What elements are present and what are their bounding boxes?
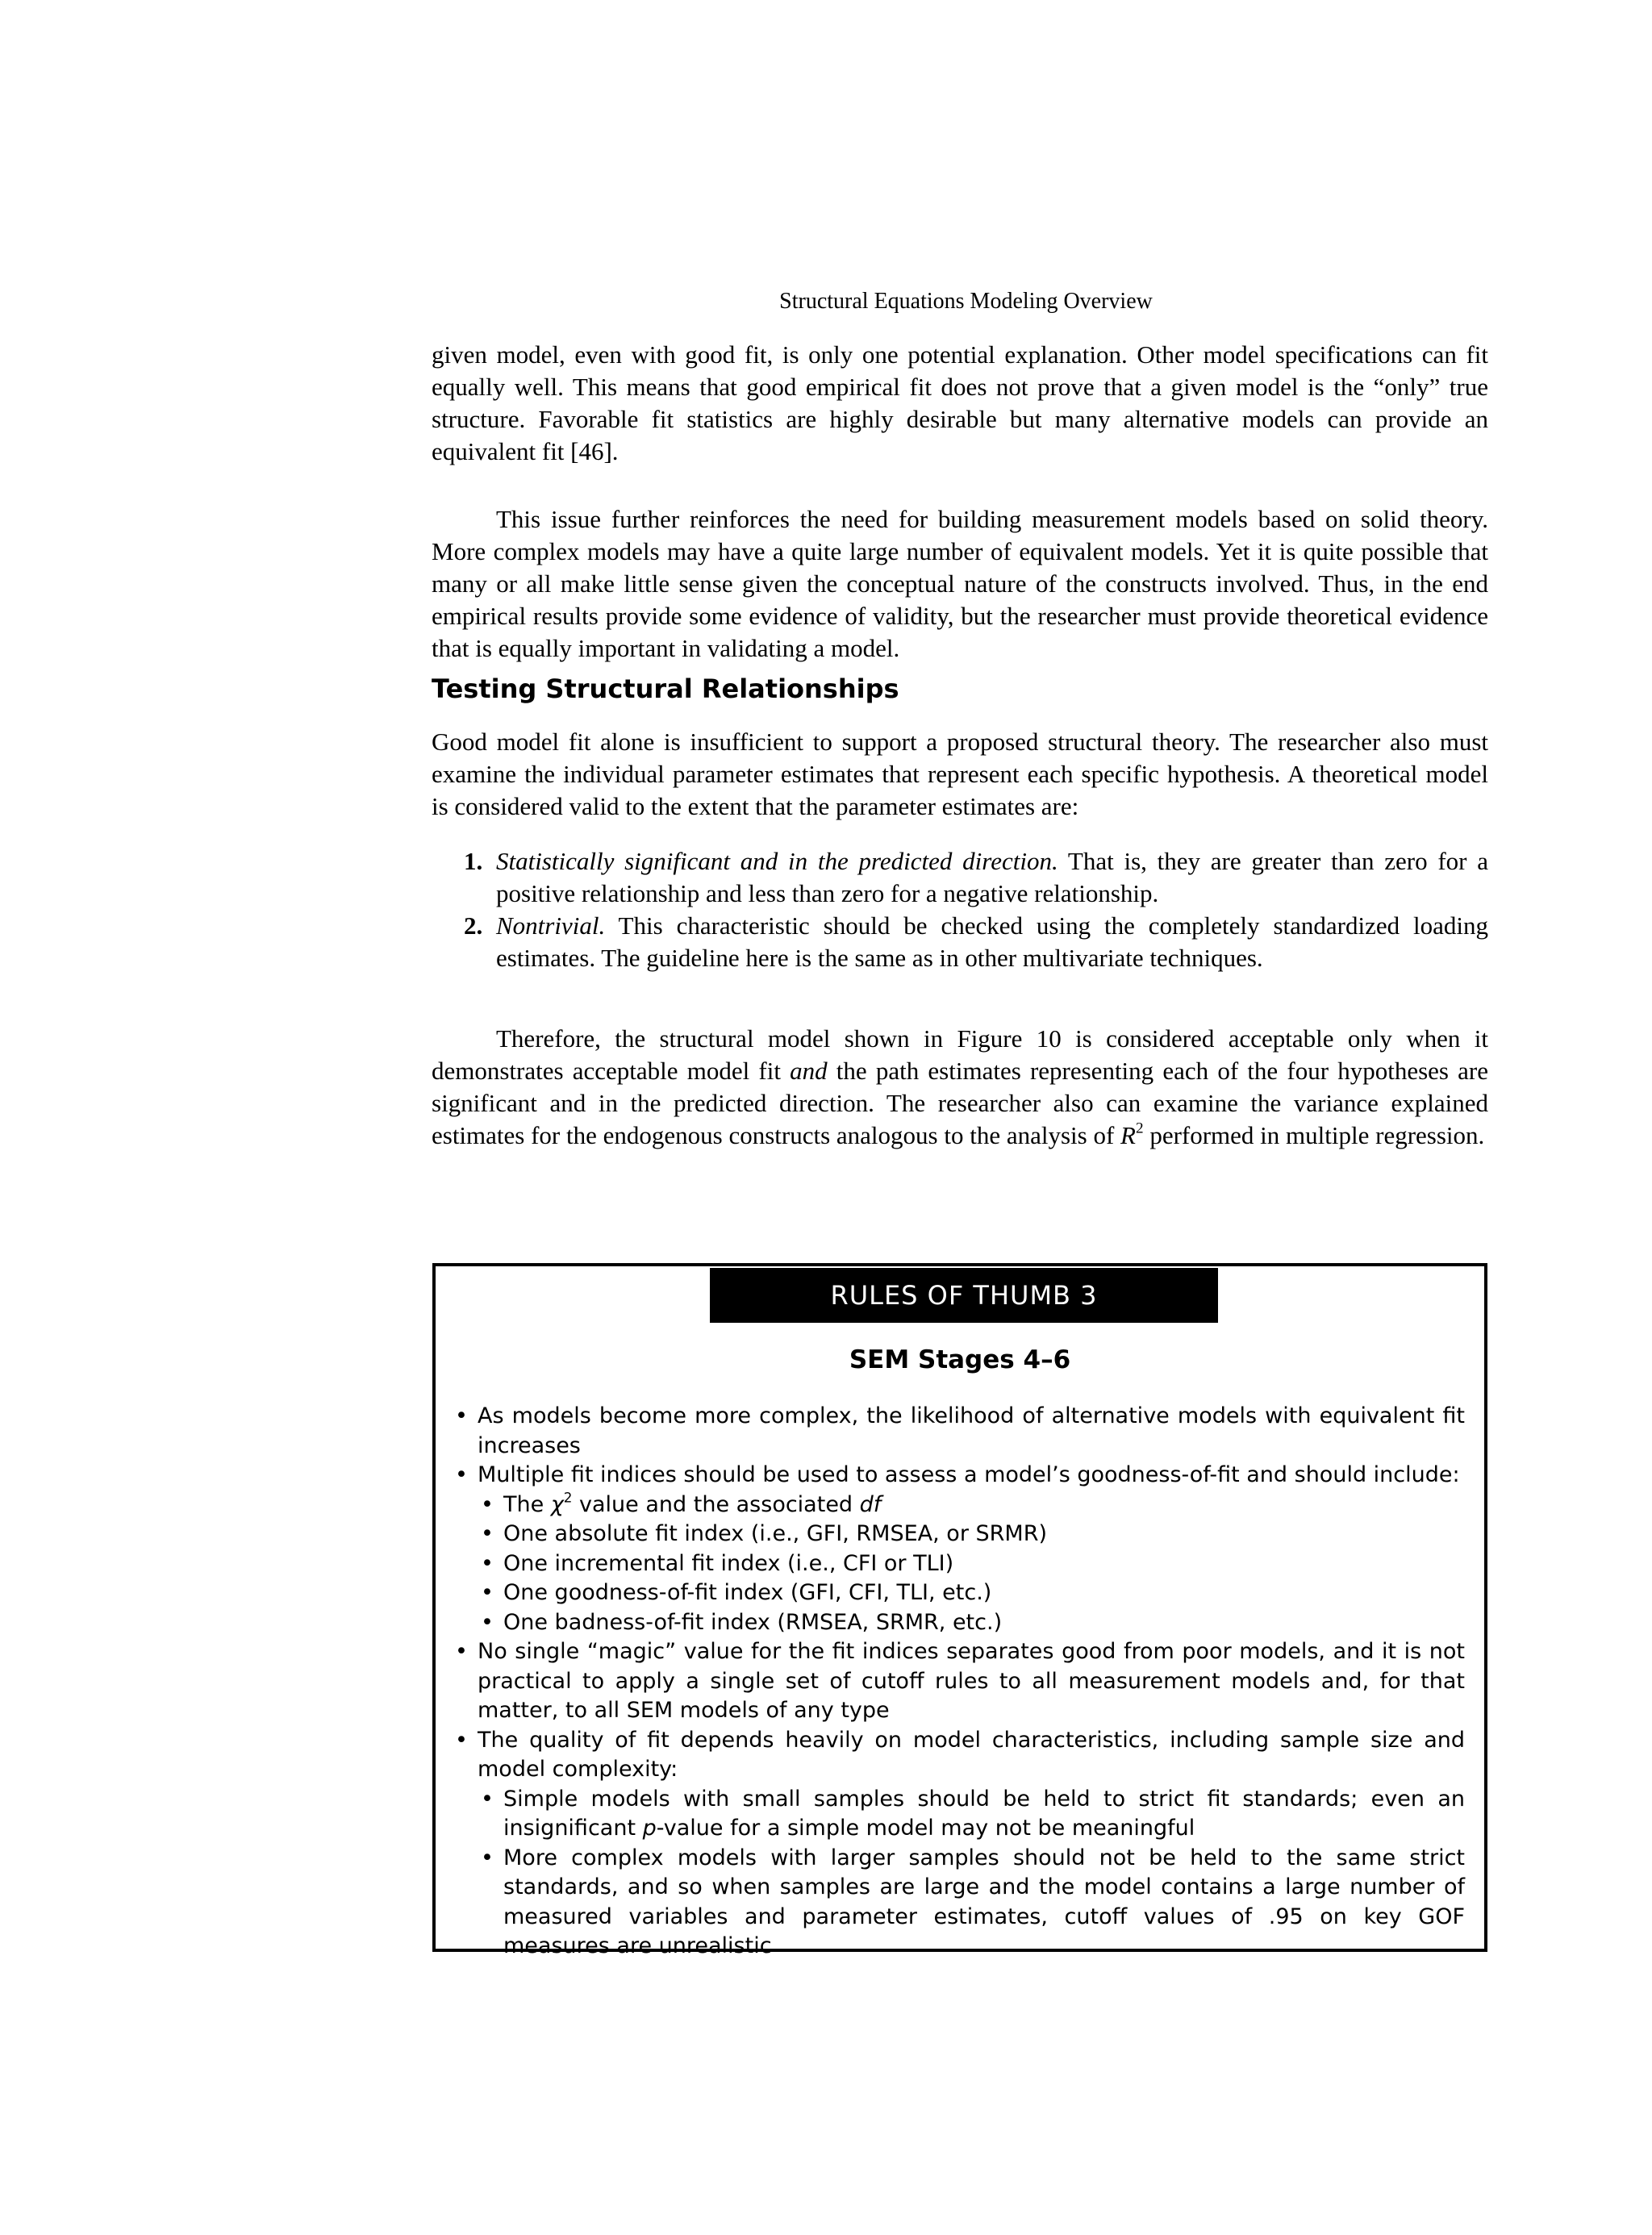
running-head: Structural Equations Modeling Overview bbox=[779, 289, 1153, 314]
bullet-text: One goodness-of-fit index (GFI, CFI, TLI, etc.) bbox=[503, 1580, 992, 1605]
bullet-icon: • bbox=[481, 1845, 494, 1870]
sub-bullet-list bbox=[478, 1785, 1465, 1962]
bullet-text: -value for a simple model may not be meaningful bbox=[656, 1816, 1195, 1841]
list-item-lead: Statistically significant and in the predicted direction. bbox=[496, 847, 1058, 875]
bullet-icon: • bbox=[481, 1550, 494, 1576]
bullet-icon: • bbox=[481, 1786, 494, 1812]
text-run: the path estimates representing each of the four hypotheses are significant and in the predicted direction. The researcher also can examine the variance explained estimates for the endogenous constructs analogous to the analysis of bbox=[432, 1057, 1488, 1149]
bullet-icon: • bbox=[481, 1609, 494, 1635]
bullet-text: Multiple fit indices should be used to assess a model’s goodness-of-fit and should include: bbox=[478, 1462, 1460, 1487]
sub-bullet-list bbox=[478, 1488, 1465, 1638]
chi-symbol: χ bbox=[550, 1491, 564, 1517]
bullet-icon: • bbox=[455, 1403, 468, 1428]
bullet-text: As models become more complex, the likelihood of alternative models with equivalent fit increases bbox=[478, 1403, 1465, 1458]
bullet-icon: • bbox=[481, 1580, 494, 1605]
sub-bullet-item bbox=[478, 1578, 1465, 1608]
numbered-list bbox=[464, 845, 1488, 974]
rules-of-thumb-box bbox=[432, 1263, 1487, 1958]
bullet-icon: • bbox=[481, 1491, 494, 1517]
sub-bullet-item bbox=[478, 1520, 1465, 1549]
bullet-text: More complex models with larger samples should not be held to the same strict standards, and so when samples are large and the model contains a large number of measured variables and parameter estimates, cutoff values of .95 on key GOF measures are unrealistic bbox=[503, 1845, 1465, 1958]
bullet-text: The bbox=[503, 1491, 551, 1517]
section-heading: Testing Structural Relationships bbox=[432, 673, 899, 704]
list-item bbox=[464, 910, 1488, 974]
list-number: 2. bbox=[464, 911, 483, 940]
superscript: 2 bbox=[1135, 1120, 1144, 1137]
paragraph: given model, even with good fit, is only one potential explanation. Other model specifications can fit equally well. This means that good empirical fit does not prove that a given model is the “only” true structure. Favorable fit statistics are highly desirable but many alternative models can provide an equivalent fit [46]. bbox=[432, 340, 1488, 465]
sub-bullet-item bbox=[478, 1785, 1465, 1844]
sub-bullet-item bbox=[478, 1844, 1465, 1962]
list-item-lead: Nontrivial. bbox=[496, 911, 606, 940]
rules-subtitle: SEM Stages 4–6 bbox=[849, 1345, 1071, 1374]
bullet-text: One badness-of-fit index (RMSEA, SRMR, etc.) bbox=[503, 1609, 1003, 1635]
sub-bullet-item bbox=[478, 1608, 1465, 1638]
list-number: 1. bbox=[464, 847, 483, 875]
bullet-text: value and the associated bbox=[572, 1491, 860, 1517]
text-run: performed in multiple regression. bbox=[1143, 1121, 1485, 1149]
list-item bbox=[464, 845, 1488, 910]
bullet-icon: • bbox=[455, 1727, 468, 1753]
paragraph bbox=[432, 1023, 1488, 1152]
df-term: df bbox=[859, 1491, 882, 1517]
bullet-text: One absolute fit index (i.e., GFI, RMSEA, or SRMR) bbox=[503, 1521, 1047, 1546]
rules-banner: RULES OF THUMB 3 bbox=[710, 1268, 1218, 1323]
sub-bullet-item bbox=[478, 1488, 1465, 1520]
list-item-text: This characteristic should be checked using the completely standardized loading estimates. The guideline here is the same as in other multivariate techniques. bbox=[496, 911, 1488, 972]
bullet-item bbox=[452, 1637, 1465, 1726]
bullet-item bbox=[452, 1726, 1465, 1962]
sub-bullet-item bbox=[478, 1549, 1465, 1579]
r-symbol: R bbox=[1120, 1121, 1136, 1149]
rules-bullet-list bbox=[452, 1402, 1465, 1962]
bullet-item bbox=[452, 1461, 1465, 1637]
paragraph: This issue further reinforces the need for building measurement models based on solid theory. More complex models may have a quite large number of equivalent models. Yet it is quite possible that many or all make little sense given the conceptual nature of the constructs involved. Thus, in the end empirical results provide some evidence of validity, but the researcher must provide theoretical evidence that is equally important in validating a model. bbox=[432, 505, 1488, 662]
bullet-icon: • bbox=[455, 1639, 468, 1664]
p-term: p bbox=[642, 1816, 657, 1841]
bullet-text: The quality of fit depends heavily on model characteristics, including sample size and model complexity: bbox=[478, 1727, 1465, 1782]
list-item-text: That is, they are greater than zero for a positive relationship and less than zero for a negative relationship. bbox=[496, 847, 1489, 907]
text-run: Therefore, the structural model shown in Figure 10 is considered acceptable only when it demonstrates acceptable model fit bbox=[432, 1024, 1488, 1085]
paragraph: Good model fit alone is insufficient to support a proposed structural theory. The researcher also must examine the individual parameter estimates that represent each specific hypothesis. A theoretical model is considered valid to the extent that the parameter estimates are: bbox=[432, 728, 1488, 820]
emphasis: and bbox=[790, 1057, 828, 1085]
bullet-text: One incremental fit index (i.e., CFI or TLI) bbox=[503, 1550, 954, 1576]
bullet-item bbox=[452, 1402, 1465, 1461]
bullet-text: No single “magic” value for the fit indices separates good from poor models, and it is not practical to apply a single set of cutoff rules to all measurement models and, for that matter, to all SEM models of any type bbox=[478, 1639, 1465, 1723]
bullet-icon: • bbox=[455, 1462, 468, 1487]
superscript: 2 bbox=[563, 1488, 573, 1505]
bullet-icon: • bbox=[481, 1521, 494, 1546]
bullet-text: Simple models with small samples should be held to strict fit standards; even an insignificant bbox=[503, 1786, 1465, 1841]
